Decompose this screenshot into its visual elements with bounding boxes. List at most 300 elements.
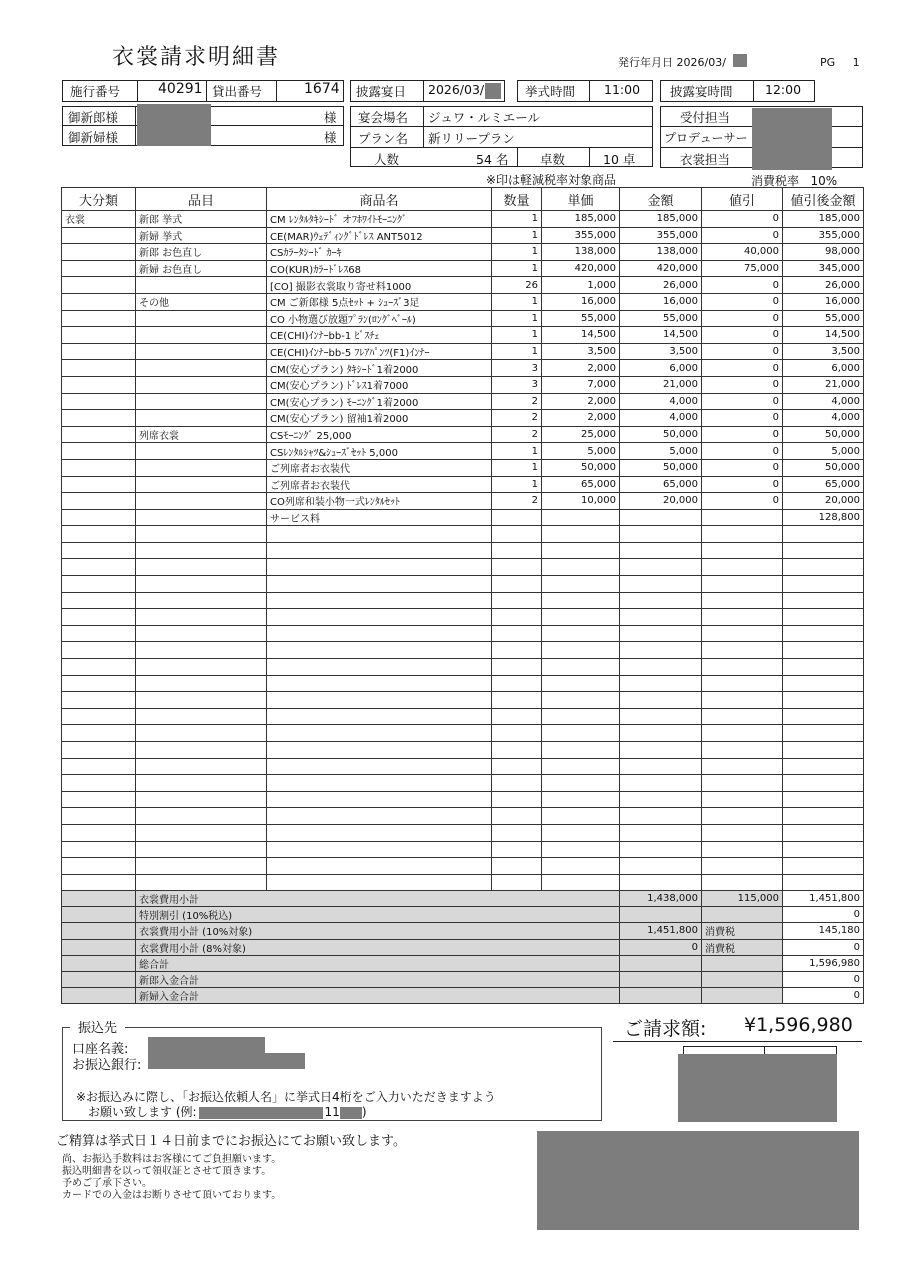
table-cell xyxy=(783,659,864,676)
table-cell xyxy=(542,642,620,659)
table-cell xyxy=(702,559,783,576)
table-cell xyxy=(492,526,542,543)
table-cell: 列席衣裳 xyxy=(136,426,267,443)
table-cell xyxy=(492,659,542,676)
table-cell xyxy=(620,675,702,692)
footer-main: ご精算は挙式日１４日前までにお振込にてお願い致します。 xyxy=(56,1134,406,1149)
table-cell: 新郎 お色直し xyxy=(136,244,267,261)
table-cell: 4,000 xyxy=(783,410,864,427)
table-row xyxy=(62,675,864,692)
table-cell xyxy=(62,493,136,510)
table-cell: 1 xyxy=(492,211,542,228)
table-row xyxy=(62,410,864,427)
table-row xyxy=(62,791,864,808)
table-cell xyxy=(62,376,136,393)
table-row xyxy=(62,310,864,327)
redaction xyxy=(752,108,832,170)
table-cell: 185,000 xyxy=(620,211,702,228)
table-cell: 2,000 xyxy=(542,393,620,410)
table-cell xyxy=(136,493,267,510)
table-cell: 55,000 xyxy=(783,310,864,327)
table-cell xyxy=(702,775,783,792)
issue-date-label: 発行年月日 xyxy=(618,56,673,69)
table-cell: 2,000 xyxy=(542,360,620,377)
table-cell xyxy=(136,393,267,410)
table-cell xyxy=(620,874,702,891)
table-row xyxy=(62,642,864,659)
table-row xyxy=(62,559,864,576)
table-cell xyxy=(620,576,702,593)
table-cell: 1 xyxy=(492,227,542,244)
divider xyxy=(589,80,590,102)
table-cell xyxy=(267,775,492,792)
divider xyxy=(350,147,653,148)
issue-date xyxy=(618,54,726,70)
table-cell xyxy=(62,642,136,659)
table-cell: 1 xyxy=(492,476,542,493)
venue-label: 宴会場名 xyxy=(358,110,409,125)
table-cell xyxy=(62,592,136,609)
col-suryo: 数量 xyxy=(492,188,542,211)
table-cell xyxy=(267,742,492,759)
table-cell: 355,000 xyxy=(783,227,864,244)
table-cell xyxy=(783,526,864,543)
table-cell xyxy=(136,509,267,526)
table-row xyxy=(62,742,864,759)
table-cell xyxy=(62,526,136,543)
table-cell xyxy=(702,858,783,875)
table-cell: 0 xyxy=(702,426,783,443)
summary-label2 xyxy=(702,988,783,1004)
hiroen-time: 12:00 xyxy=(765,82,802,97)
table-cell: サービス料 xyxy=(267,509,492,526)
table-cell: 420,000 xyxy=(542,260,620,277)
summary-row xyxy=(62,891,864,907)
table-cell xyxy=(620,526,702,543)
table-cell: 0 xyxy=(702,343,783,360)
table-cell: 185,000 xyxy=(783,211,864,228)
table-cell xyxy=(702,725,783,742)
table-cell xyxy=(542,609,620,626)
redaction xyxy=(537,1131,859,1230)
table-cell xyxy=(702,708,783,725)
summary-row xyxy=(62,988,864,1004)
summary-total: 0 xyxy=(783,988,864,1004)
table-cell xyxy=(136,277,267,294)
table-cell: 4,000 xyxy=(620,393,702,410)
summary-label: 新郎入金合計 xyxy=(136,971,620,987)
table-cell: CSｶﾗｰﾀｼｰﾄﾞ ｶｰｷ xyxy=(267,244,492,261)
table-cell xyxy=(620,642,702,659)
bride-sama: 様 xyxy=(324,130,337,145)
issue-date-value: 2026/03/ xyxy=(676,56,726,69)
redaction xyxy=(485,83,501,99)
summary-kingaku: 0 xyxy=(620,939,702,955)
summary-total: 0 xyxy=(783,907,864,923)
table-cell xyxy=(783,824,864,841)
table-cell xyxy=(702,675,783,692)
table-cell xyxy=(542,725,620,742)
table-cell: 50,000 xyxy=(783,459,864,476)
table-cell xyxy=(702,625,783,642)
table-cell xyxy=(492,692,542,709)
table-cell xyxy=(136,443,267,460)
table-row xyxy=(62,725,864,742)
table-cell xyxy=(702,659,783,676)
redaction xyxy=(137,104,211,146)
table-cell xyxy=(62,410,136,427)
table-cell: 0 xyxy=(702,376,783,393)
table-cell xyxy=(783,708,864,725)
table-cell xyxy=(542,675,620,692)
summary-row xyxy=(62,923,864,939)
table-cell: 16,000 xyxy=(783,293,864,310)
table-cell: 55,000 xyxy=(620,310,702,327)
table-cell: 0 xyxy=(702,277,783,294)
table-cell xyxy=(136,559,267,576)
divider xyxy=(753,80,754,102)
table-cell: 2 xyxy=(492,410,542,427)
summary-label: 新婦入金合計 xyxy=(136,988,620,1004)
table-cell xyxy=(136,327,267,344)
summary-total: 1,596,980 xyxy=(783,955,864,971)
table-cell: 0 xyxy=(702,360,783,377)
table-cell xyxy=(542,625,620,642)
table-cell xyxy=(492,609,542,626)
table-cell xyxy=(267,526,492,543)
table-cell xyxy=(62,443,136,460)
table-row xyxy=(62,808,864,825)
divider xyxy=(137,80,138,102)
table-cell: 20,000 xyxy=(783,493,864,510)
summary-label: 衣裳費用小計 xyxy=(136,891,620,907)
table-cell xyxy=(620,808,702,825)
table-cell: 26,000 xyxy=(783,277,864,294)
table-cell xyxy=(542,576,620,593)
table-cell xyxy=(620,592,702,609)
summary-total: 145,180 xyxy=(783,923,864,939)
table-cell: 14,500 xyxy=(542,327,620,344)
table-cell xyxy=(136,808,267,825)
table-row xyxy=(62,211,864,228)
invoice-underline xyxy=(613,1041,862,1042)
table-row xyxy=(62,393,864,410)
table-cell xyxy=(267,592,492,609)
table-cell: 0 xyxy=(702,327,783,344)
redaction xyxy=(148,1037,265,1053)
table-cell xyxy=(620,791,702,808)
footer-line1: 尚、お振込手数料はお客様にてご負担願います。 xyxy=(62,1154,282,1165)
table-row xyxy=(62,758,864,775)
bank-note2-end: ) xyxy=(361,1105,367,1119)
table-cell: 1,000 xyxy=(542,277,620,294)
table-cell xyxy=(702,791,783,808)
bride-label: 御新婦様 xyxy=(68,130,119,145)
table-cell xyxy=(542,509,620,526)
table-cell xyxy=(542,858,620,875)
summary-cell xyxy=(62,923,136,939)
summary-total: 1,451,800 xyxy=(783,891,864,907)
table-cell xyxy=(620,559,702,576)
table-cell: 5,000 xyxy=(542,443,620,460)
table-row xyxy=(62,227,864,244)
table-cell xyxy=(62,692,136,709)
bank-note1: ※お振込みに際し、「お振込依頼人名」に挙式日4桁をご入力いただきますよう xyxy=(76,1090,496,1104)
table-cell xyxy=(492,542,542,559)
table-cell xyxy=(783,542,864,559)
table-cell xyxy=(62,659,136,676)
table-cell: 1 xyxy=(492,327,542,344)
table-cell xyxy=(62,808,136,825)
table-cell xyxy=(492,708,542,725)
table-cell: ご列席者お衣装代 xyxy=(267,476,492,493)
table-cell: 5,000 xyxy=(783,443,864,460)
table-cell xyxy=(783,592,864,609)
table-cell xyxy=(492,824,542,841)
table-cell: 14,500 xyxy=(620,327,702,344)
table-cell xyxy=(783,692,864,709)
footer-line3: 予めご了承下さい。 xyxy=(62,1178,152,1189)
table-cell xyxy=(267,874,492,891)
table-cell xyxy=(783,642,864,659)
table-row xyxy=(62,509,864,526)
table-cell xyxy=(620,509,702,526)
summary-row xyxy=(62,939,864,955)
table-cell: 50,000 xyxy=(620,459,702,476)
table-cell xyxy=(542,542,620,559)
bank-note2-head: お願い致します (例: xyxy=(88,1105,197,1119)
account-label: 口座名義: xyxy=(72,1042,129,1057)
table-cell xyxy=(267,824,492,841)
table-cell xyxy=(62,509,136,526)
table-cell: 1 xyxy=(492,260,542,277)
table-cell xyxy=(542,708,620,725)
table-cell xyxy=(62,310,136,327)
redaction xyxy=(733,54,747,67)
table-row xyxy=(62,526,864,543)
table-cell: CO(KUR)ｶﾗｰﾄﾞﾚｽ68 xyxy=(267,260,492,277)
summary-total: 0 xyxy=(783,939,864,955)
table-cell xyxy=(267,808,492,825)
summary-kingaku: 1,451,800 xyxy=(620,923,702,939)
table-cell: 98,000 xyxy=(783,244,864,261)
table-cell xyxy=(783,742,864,759)
divider xyxy=(206,80,207,102)
table-cell xyxy=(702,874,783,891)
divider xyxy=(589,147,590,167)
table-cell: CO 小物選び放題ﾌﾟﾗﾝ(ﾛﾝｸﾞﾍﾞｰﾙ) xyxy=(267,310,492,327)
summary-label: 衣裳費用小計 (8%対象) xyxy=(136,939,620,955)
table-cell: CE(CHI)ｲﾝﾅｰbb-1 ﾋﾞｽﾁｪ xyxy=(267,327,492,344)
table-cell xyxy=(136,576,267,593)
table-cell xyxy=(620,542,702,559)
summary-kingaku xyxy=(620,971,702,987)
table-cell: CSﾚﾝﾀﾙｼｬﾂ&ｼｭｰｽﾞｾｯﾄ 5,000 xyxy=(267,443,492,460)
table-cell: 138,000 xyxy=(620,244,702,261)
table-cell xyxy=(492,841,542,858)
table-cell: 0 xyxy=(702,493,783,510)
table-cell: 3,500 xyxy=(620,343,702,360)
venue-name: ジュワ・ルミエール xyxy=(428,110,541,125)
table-cell xyxy=(62,725,136,742)
table-cell xyxy=(136,310,267,327)
table-cell xyxy=(783,841,864,858)
table-cell xyxy=(136,609,267,626)
table-cell xyxy=(783,791,864,808)
bank-note2-tail: 11 xyxy=(324,1105,340,1119)
table-cell: 420,000 xyxy=(620,260,702,277)
divider xyxy=(350,126,653,127)
summary-label2: 消費税 xyxy=(702,923,783,939)
table-cell xyxy=(492,858,542,875)
table-cell xyxy=(62,393,136,410)
table-cell xyxy=(62,327,136,344)
table-cell: 65,000 xyxy=(620,476,702,493)
summary-label: 特別割引 (10%税込) xyxy=(136,907,620,923)
table-cell xyxy=(62,476,136,493)
table-cell: 20,000 xyxy=(620,493,702,510)
divider xyxy=(517,147,518,167)
table-cell: 345,000 xyxy=(783,260,864,277)
table-cell xyxy=(136,592,267,609)
table-cell: 4,000 xyxy=(783,393,864,410)
table-cell: CM ご新郎様 5点ｾｯﾄ + ｼｭｰｽﾞ3足 xyxy=(267,293,492,310)
table-cell: 新婦 挙式 xyxy=(136,227,267,244)
table-cell xyxy=(136,874,267,891)
table-cell: 新郎 挙式 xyxy=(136,211,267,228)
table-cell xyxy=(62,426,136,443)
table-row xyxy=(62,327,864,344)
table-row xyxy=(62,692,864,709)
summary-label2 xyxy=(702,955,783,971)
table-row xyxy=(62,542,864,559)
table-cell: 50,000 xyxy=(542,459,620,476)
table-cell xyxy=(620,659,702,676)
hiroen-label: 披露宴時間 xyxy=(670,84,733,99)
table-cell xyxy=(267,642,492,659)
col-kingaku: 金額 xyxy=(620,188,702,211)
table-cell: 25,000 xyxy=(542,426,620,443)
table-cell xyxy=(62,609,136,626)
table-cell: 355,000 xyxy=(542,227,620,244)
plan-label: プラン名 xyxy=(358,131,409,146)
table-cell xyxy=(267,725,492,742)
table-row xyxy=(62,824,864,841)
table-cell: 0 xyxy=(702,393,783,410)
ninzu-value: 54 名 xyxy=(476,152,509,167)
col-nebiki: 値引 xyxy=(702,188,783,211)
table-cell: 2 xyxy=(492,493,542,510)
table-cell xyxy=(783,576,864,593)
table-cell xyxy=(136,526,267,543)
sekou-label: 施行番号 xyxy=(70,84,121,99)
divider xyxy=(423,106,424,147)
redaction xyxy=(340,1107,362,1119)
table-cell xyxy=(783,874,864,891)
page-label: PG xyxy=(820,56,836,69)
table-cell xyxy=(620,824,702,841)
table-cell xyxy=(702,609,783,626)
table-cell: 1 xyxy=(492,310,542,327)
groom-label: 御新郎様 xyxy=(68,110,119,125)
takusu-value: 10 卓 xyxy=(603,152,636,167)
table-cell xyxy=(542,592,620,609)
table-cell: 新婦 お色直し xyxy=(136,260,267,277)
table-cell xyxy=(267,659,492,676)
table-cell: 0 xyxy=(702,410,783,427)
table-cell xyxy=(492,742,542,759)
table-cell xyxy=(136,542,267,559)
table-cell xyxy=(492,808,542,825)
table-row xyxy=(62,659,864,676)
ninzu-label: 人数 xyxy=(374,152,400,167)
table-cell xyxy=(62,360,136,377)
table-cell xyxy=(702,758,783,775)
kyoshiki-time: 11:00 xyxy=(604,82,641,97)
table-row xyxy=(62,459,864,476)
table-row xyxy=(62,360,864,377)
table-cell xyxy=(62,625,136,642)
table-cell xyxy=(267,708,492,725)
table-cell xyxy=(62,576,136,593)
table-cell xyxy=(492,874,542,891)
table-row xyxy=(62,476,864,493)
table-cell xyxy=(702,526,783,543)
table-cell xyxy=(783,758,864,775)
table-cell xyxy=(62,758,136,775)
table-cell xyxy=(620,692,702,709)
table-row xyxy=(62,443,864,460)
table-row xyxy=(62,592,864,609)
table-row xyxy=(62,609,864,626)
table-cell xyxy=(783,808,864,825)
table-cell xyxy=(62,260,136,277)
table-cell xyxy=(783,775,864,792)
table-cell xyxy=(136,824,267,841)
table-cell: CE(MAR)ｳｪﾃﾞｨﾝｸﾞﾄﾞﾚｽ ANT5012 xyxy=(267,227,492,244)
summary-total: 0 xyxy=(783,971,864,987)
summary-cell xyxy=(62,971,136,987)
table-cell xyxy=(62,277,136,294)
table-cell xyxy=(267,675,492,692)
col-total: 値引後金額 xyxy=(783,188,864,211)
table-cell xyxy=(620,742,702,759)
kashi-no: 1674 xyxy=(304,81,340,97)
table-cell: 26,000 xyxy=(620,277,702,294)
reduced-tax-note: ※印は軽減税率対象商品 xyxy=(486,173,617,187)
table-cell xyxy=(62,559,136,576)
table-row xyxy=(62,576,864,593)
table-cell xyxy=(62,742,136,759)
invoice-amount: ¥1,596,980 xyxy=(744,1014,853,1036)
table-cell xyxy=(267,576,492,593)
table-cell xyxy=(267,559,492,576)
table-cell xyxy=(136,742,267,759)
table-cell xyxy=(542,659,620,676)
table-cell: 0 xyxy=(702,211,783,228)
table-cell xyxy=(492,775,542,792)
plan-name: 新リリープラン xyxy=(428,131,515,146)
table-cell xyxy=(542,775,620,792)
table-cell: CM(安心プラン) ﾄﾞﾚｽ1着7000 xyxy=(267,376,492,393)
table-cell: 50,000 xyxy=(620,426,702,443)
table-cell: 2 xyxy=(492,426,542,443)
table-cell xyxy=(136,858,267,875)
summary-cell xyxy=(62,939,136,955)
table-cell xyxy=(267,758,492,775)
table-cell: その他 xyxy=(136,293,267,310)
table-cell: 3 xyxy=(492,360,542,377)
